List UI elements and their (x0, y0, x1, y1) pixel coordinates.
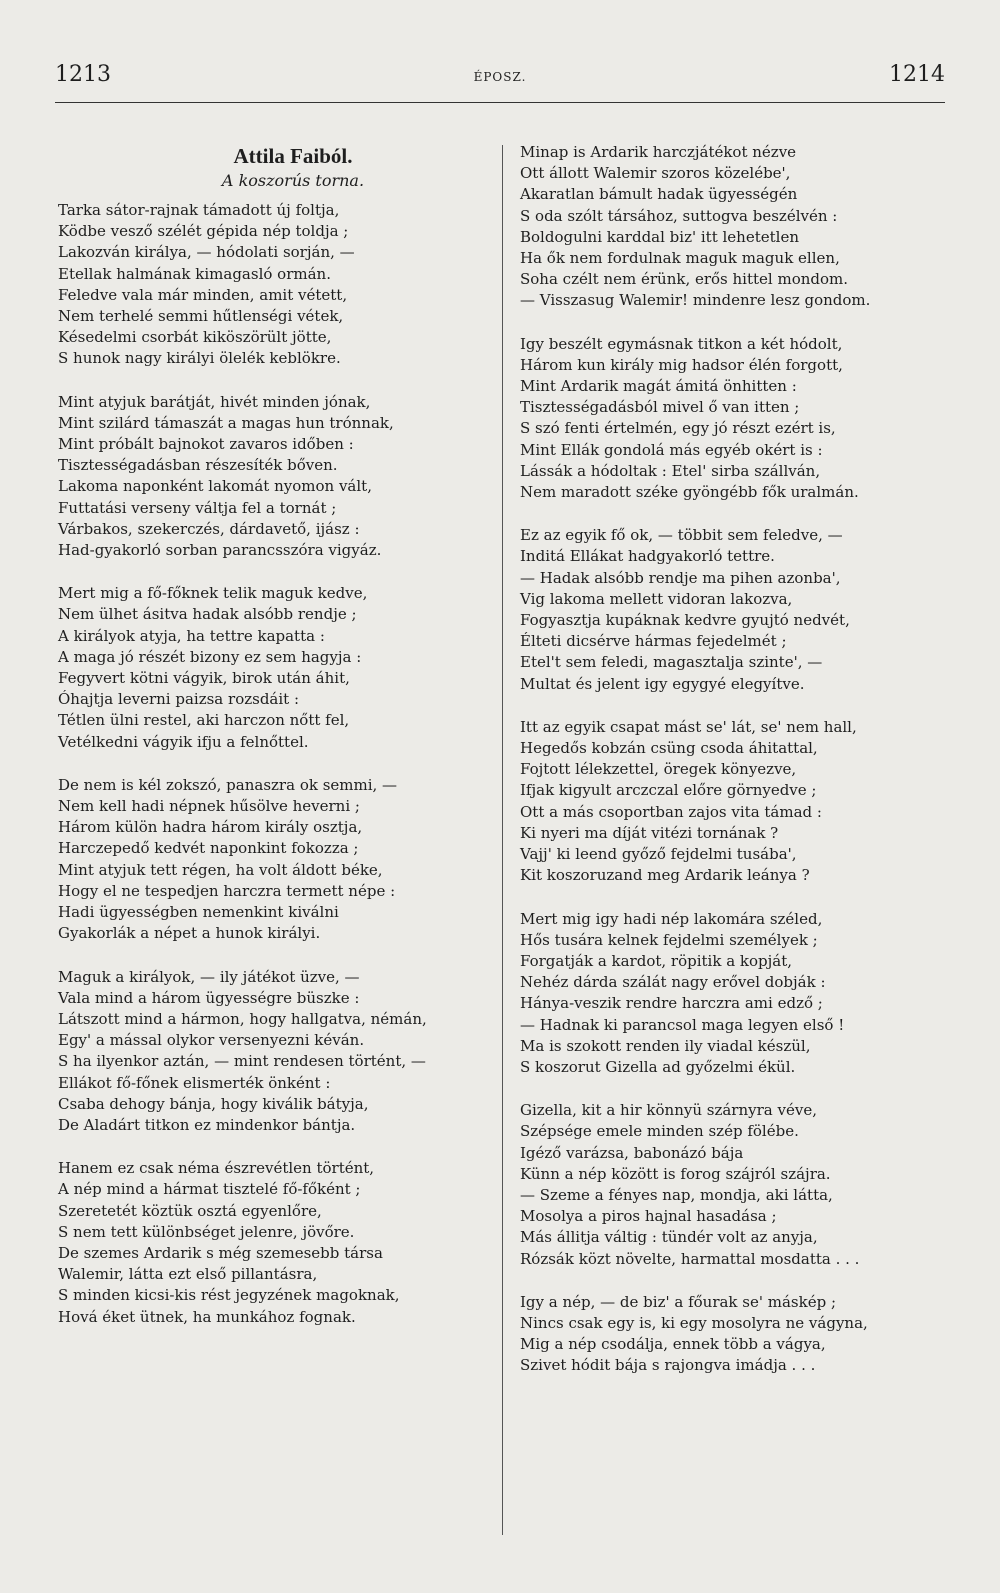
verse-line: Gizella, kit a hir könnyü szárnyra véve, (520, 1101, 817, 1120)
verse-line: Mig a nép csodálja, ennek több a vágya, (520, 1335, 826, 1354)
verse-line: Kit koszoruzand meg Ardarik leánya ? (520, 866, 810, 885)
verse-line: Multat és jelent igy egygyé elegyítve. (520, 674, 805, 693)
verse-line: Ködbe vesző szélét gépida nép toldja ; (58, 222, 349, 241)
stanza (520, 717, 950, 887)
header-rule (55, 102, 945, 103)
verse-line: Hős tusára kelnek fejdelmi személyek ; (520, 930, 818, 949)
verse-line: Késedelmi csorbát kiköszörült jötte, (58, 328, 332, 347)
verse-line: Ifjak kigyult arczczal előre görnyedve ; (520, 781, 817, 800)
running-head: ÉPOSZ. (473, 70, 527, 84)
verse-line: Tisztességadásban részesíték bőven. (58, 456, 338, 475)
stanza (520, 142, 950, 312)
verse-line: Három külön hadra három király osztja, (58, 818, 363, 837)
stanza (520, 909, 950, 1079)
stanza (58, 200, 488, 370)
verse-line: — Visszasug Walemir! mindenre lesz gondom. (520, 291, 871, 310)
verse-line: Három kun király mig hadsor élén forgott, (520, 355, 843, 374)
verse-line: Mint próbált bajnokot zavaros időben : (58, 435, 354, 454)
verse-line: Vala mind a három ügyességre büszke : (58, 988, 360, 1007)
verse-line: Igy a nép, — de biz' a főurak se' máskép ; (520, 1292, 837, 1311)
stanza (58, 775, 488, 945)
verse-line: Akaratlan bámult hadak ügyességén (520, 185, 798, 204)
verse-line: A nép mind a hármat tisztelé fő-főként ; (58, 1180, 361, 1199)
verse-line: Ott a más csoportban zajos vita támad : (520, 802, 822, 821)
verse-line: S nem tett különbséget jelenre, jövőre. (58, 1222, 355, 1241)
verse-line: Mint atyjuk barátját, hivét minden jónak, (58, 392, 371, 411)
verse-line: Nincs csak egy is, ki egy mosolyra ne vágyna, (520, 1313, 868, 1332)
verse-line: Minap is Ardarik harczjátékot nézve (520, 143, 797, 161)
verse-line: Nehéz dárda szálát nagy erővel dobják : (520, 973, 826, 992)
verse-line: Mint Ardarik magát ámitá önhitten : (520, 377, 797, 396)
verse-line: Vig lakoma mellett vidoran lakozva, (520, 589, 793, 608)
verse-line: Boldogulni karddal biz' itt lehetetlen (520, 227, 799, 246)
verse-line: S ha ilyenkor aztán, — mint rendesen történt, — (58, 1052, 426, 1071)
verse-line: Rózsák közt növelte, harmattal mosdatta . . . (520, 1249, 860, 1268)
verse-line: Élteti dicsérve hármas fejedelmét ; (520, 632, 787, 651)
stanza (520, 1292, 950, 1377)
verse-line: S hunok nagy királyi ölelék keblökre. (58, 349, 341, 368)
verse-line: Mert mig a fő-főknek telik maguk kedve, (58, 584, 368, 603)
left-stanzas (58, 200, 488, 1328)
verse-line: Szépsége emele minden szép fölébe. (520, 1122, 799, 1141)
verse-line: Harczepedő kedvét naponkint fokozza ; (58, 839, 359, 858)
verse-line: S oda szólt társához, suttogva beszélvén : (520, 206, 838, 225)
left-column (58, 142, 488, 1350)
verse-line: Ott állott Walemir szoros közelébe', (520, 164, 791, 183)
verse-line: Etellak halmának kimagasló ormán. (58, 264, 331, 283)
page-number-right: 1214 (889, 62, 945, 87)
verse-line: Hadi ügyességben nemenkint kiválni (58, 903, 339, 922)
verse-line: Futtatási verseny váltja fel a tornát ; (58, 498, 337, 517)
poem-title: Attila Faiból. (233, 144, 353, 168)
verse-line: S minden kicsi-kis rést jegyzének magoknak, (58, 1286, 400, 1305)
verse-line: Inditá Ellákat hadgyakorló tettre. (520, 547, 775, 566)
verse-line: Ez az egyik fő ok, — többit sem feledve, — (520, 526, 843, 545)
verse-line: A maga jó részét bizony ez sem hagyja : (58, 647, 362, 666)
stanza (520, 525, 950, 695)
verse-line: Ki nyeri ma díját vitézi tornának ? (520, 823, 779, 842)
verse-line: Várbakos, szekerczés, dárdavető, ijász : (58, 519, 360, 538)
column-divider (502, 145, 503, 1535)
verse-line: De nem is kél zokszó, panaszra ok semmi, — (58, 775, 398, 794)
verse-line: Hánya-veszik rendre harczra ami edző ; (520, 994, 823, 1013)
verse-line: Fogyasztja kupáknak kedvre gyujtó nedvét, (520, 611, 850, 630)
verse-line: Igy beszélt egymásnak titkon a két hódolt, (520, 334, 843, 353)
stanza (520, 1100, 950, 1270)
verse-line: Maguk a királyok, — ily játékot üzve, — (58, 967, 360, 986)
verse-line: A királyok atyja, ha tettre kapatta : (58, 626, 325, 645)
verse-line: Tisztességadásból mivel ő van itten ; (520, 398, 800, 417)
page-header (55, 62, 945, 98)
verse-line: Gyakorlák a népet a hunok királyi. (58, 924, 321, 943)
verse-line: Mint szilárd támaszát a magas hun trónnak, (58, 413, 394, 432)
verse-line: Tétlen ülni restel, aki harczon nőtt fel, (58, 711, 350, 730)
verse-line: Hegedős kobzán csüng csoda áhitattal, (520, 739, 818, 758)
verse-line: Had-gyakorló sorban parancsszóra vigyáz. (58, 541, 382, 560)
stanza (58, 583, 488, 753)
verse-line: Ma is szokott renden ily viadal készül, (520, 1036, 811, 1055)
verse-line: Fegyvert kötni vágyik, birok után áhit, (58, 669, 350, 688)
verse-line: Vetélkedni vágyik ifju a felnőttel. (58, 732, 309, 751)
verse-line: Etel't sem feledi, magasztalja szinte', — (520, 653, 823, 672)
stanza (58, 967, 488, 1137)
verse-line: Lakozván királya, — hódolati sorján, — (58, 243, 355, 262)
verse-line: De Aladárt titkon ez mindenkor bántja. (58, 1115, 356, 1134)
verse-line: Szivet hódit bája s rajongva imádja . . . (520, 1356, 816, 1375)
verse-line: Csaba dehogy bánja, hogy kiválik bátyja, (58, 1094, 369, 1113)
right-column (520, 142, 950, 1399)
verse-line: S koszorut Gizella ad győzelmi ékül. (520, 1057, 796, 1076)
verse-line: Walemir, látta ezt első pillantásra, (58, 1265, 318, 1284)
verse-line: Feledve vala már minden, amit vétett, (58, 285, 348, 304)
verse-line: Hogy el ne tespedjen harczra termett népe : (58, 881, 396, 900)
verse-line: Más állitja váltig : tündér volt az anyja, (520, 1228, 818, 1247)
verse-line: Hanem ez csak néma észrevétlen történt, (58, 1159, 375, 1178)
verse-line: Mosolya a piros hajnal hasadása ; (520, 1207, 777, 1226)
verse-line: Óhajtja leverni paizsa rozsdáit : (58, 690, 300, 709)
stanza (58, 392, 488, 562)
verse-line: Egy' a mással olykor versenyezni kéván. (58, 1031, 365, 1050)
verse-line: Nem kell hadi népnek hűsölve heverni ; (58, 797, 360, 816)
verse-line: Itt az egyik csapat mást se' lát, se' nem hall, (520, 717, 857, 736)
verse-line: Lássák a hódoltak : Etel' sirba szállván, (520, 461, 821, 480)
verse-line: — Hadak alsóbb rendje ma pihen azonba', (520, 568, 841, 587)
page-number-left: 1213 (55, 62, 111, 87)
poem-subtitle: A koszorús torna. (221, 171, 365, 190)
verse-line: De szemes Ardarik s még szemesebb társa (58, 1243, 383, 1262)
verse-line: Ha ők nem fordulnak maguk maguk ellen, (520, 249, 840, 268)
verse-line: Vajj' ki leend győző fejdelmi tusába', (520, 845, 797, 864)
verse-line: Hová éket ütnek, ha munkához fognak. (58, 1307, 356, 1326)
right-stanzas (520, 142, 950, 1377)
verse-line: Mint atyjuk tett régen, ha volt áldott béke, (58, 860, 383, 879)
verse-line: Ellákot fő-főnek elismerték önként : (58, 1073, 331, 1092)
verse-line: Nem terhelé semmi hűtlenségi vétek, (58, 307, 344, 326)
verse-line: Künn a nép között is forog szájról szájra. (520, 1164, 831, 1183)
verse-line: — Szeme a fényes nap, mondja, aki látta, (520, 1185, 833, 1204)
verse-line: Nem ülhet ásitva hadak alsóbb rendje ; (58, 605, 357, 624)
verse-line: Forgatják a kardot, röpitik a kopját, (520, 951, 793, 970)
verse-line: Lakoma naponként lakomát nyomon vált, (58, 477, 372, 496)
verse-line: — Hadnak ki parancsol maga legyen első ! (520, 1015, 845, 1034)
verse-line: Mert mig igy hadi nép lakomára széled, (520, 909, 823, 928)
verse-line: Igéző varázsa, babonázó bája (520, 1143, 744, 1162)
verse-line: Mint Ellák gondolá más egyéb okért is : (520, 440, 823, 459)
verse-line: S szó fenti értelmén, egy jó részt ezért is, (520, 419, 836, 438)
verse-line: Nem maradott széke gyöngébb fők uralmán. (520, 483, 859, 502)
verse-line: Fojtott lélekzettel, öregek könyezve, (520, 760, 797, 779)
verse-line: Látszott mind a hármon, hogy hallgatva, némán, (58, 1009, 427, 1028)
stanza (58, 1158, 488, 1328)
stanza (520, 334, 950, 504)
verse-line: Tarka sátor-rajnak támadott új foltja, (58, 201, 340, 219)
verse-line: Soha czélt nem érünk, erős hittel mondom. (520, 270, 849, 289)
verse-line: Szeretetét köztük osztá egyenlőre, (58, 1201, 322, 1220)
